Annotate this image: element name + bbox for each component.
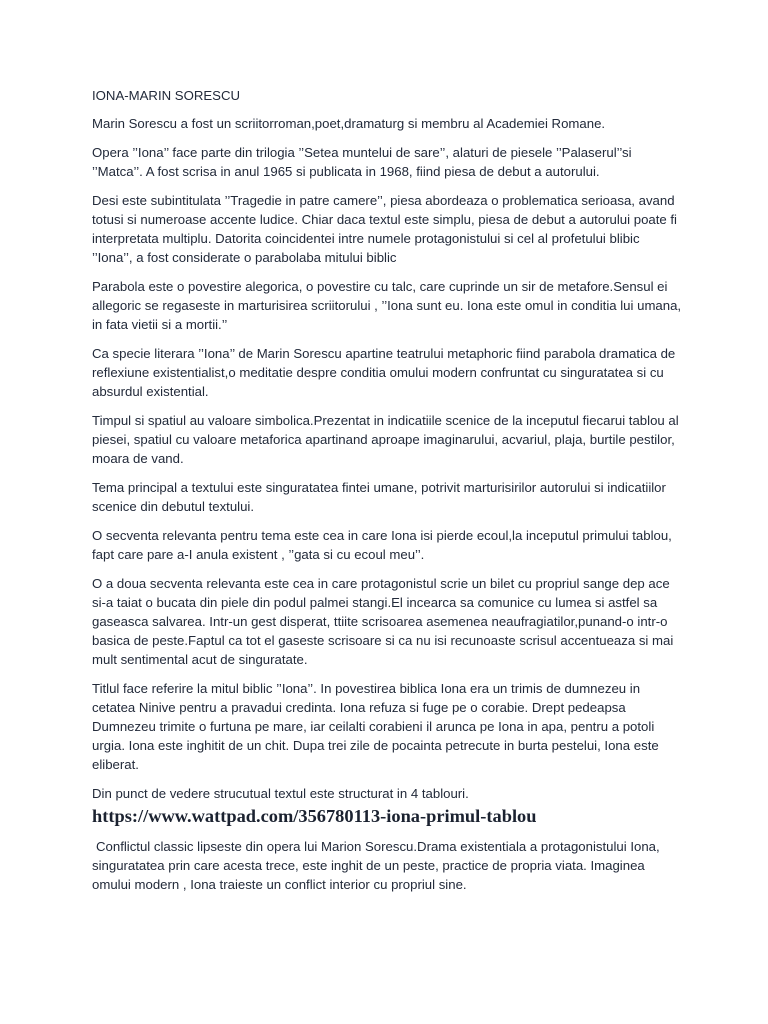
document-title: IONA-MARIN SORESCU [92,88,241,103]
paragraph-second-sequence: O a doua secventa relevanta este cea in care protagonistul scrie un bilet cu propriul sange dep ace si-a taiat o bucata din piele din podul palmei stangi.El incearca sa comunice cu lumea si astfel sa gaseasca salvarea. Intr-un gest disperat, ttiite scrisoarea asemenea neaufragiatilor,punand-o intr-o basica de peste.Faptul ca tot el gaseste scrisoare si ca nu isi recunoaste scrisul accentueaza si mai mult sentimental acut de singuratate. [92,576,674,667]
paragraph-parable: Parabola este o povestire alegorica, o povestire cu talc, care cuprinde un sir de metafore.Sensul ei allegoric se regaseste in marturisirea scriitorului , ’’Iona sunt eu. Iona este omul in conditia lui umana, in fata vietii si a mortii.’’ [92,279,682,332]
wattpad-link[interactable]: https://www.wattpad.com/356780113-iona-primul-tablou [92,806,537,826]
paragraph-first-sequence: O secventa relevanta pentru tema este cea in care Iona isi pierde ecoul,la inceputul primului tablou, fapt care pare a-I anula existent , ’’gata si cu ecoul meu’’. [92,528,672,562]
paragraph-intro: Marin Sorescu a fost un scriitorroman,poet,dramaturg si membru al Academiei Romane. [92,116,606,131]
paragraph-time-space: Timpul si spatiul au valoare simbolica.Prezentat in indicatiile scenice de la inceputul fiecarui tablou al piesei, spatiul cu valoare metaforica apartinand aproape imaginarului, acvariul, plaja, burtile pestilor, moara de vand. [92,413,679,466]
paragraph-trilogy: Opera ’’Iona’’ face parte din trilogia ’’Setea muntelui de sare’’, alaturi de piesele ’’Palaserul’’si ’’Matca’’. A fost scrisa in anul 1965 si publicata in 1968, fiind piesa de debut a autorului. [92,145,632,179]
paragraph-literary-species: Ca specie literara ’’Iona’’ de Marin Sorescu apartine teatrului metaphoric fiind parabola dramatica de reflexiune existentialist,o meditatie despre conditia omului modern confruntat cu singuratatea si cu absurdul existential. [92,346,676,399]
document-page [92,86,682,904]
paragraph-theme: Tema principal a textului este singuratatea fintei umane, potrivit marturisirilor autorului si indicatiilor scenice din debutul textului. [92,480,666,514]
paragraph-subtitle: Desi este subintitulata ’’Tragedie in patre camere’’, piesa abordeaza o problematica serioasa, avand totusi si numeroase accente ludice. Chiar daca textul este simplu, piesa de debut a autorului poate fi interpretata multiplu. Datorita coincidentei intre numele protagonistului si cel al profetului blibic ’’Iona’’, a fost considerate o parabolaba mitului biblic [92,193,677,265]
paragraph-structure: Din punct de vedere strucutual textul este structurat in 4 tablouri. [92,786,469,801]
paragraph-title-meaning: Titlul face referire la mitul biblic ’’Iona’’. In povestirea biblica Iona era un trimis de dumnezeu in cetatea Ninive pentru a pravadui credinta. Iona refuza si fuge pe o corabie. Drept pedeapsa Dumnezeu trimite o furtuna pe mare, iar ceilalti corabieni il arunca pe Iona in apa, pentru a potoli urgia. Iona este inghitit de un chit. Dupa trei zile de pocainta petrecute in burta pestelui, Iona este eliberat. [92,681,659,772]
paragraph-conflict: Conflictul classic lipseste din opera lui Marion Sorescu.Drama existentiala a protagonistului Iona, singuratatea prin care acesta trece, este inghit de un peste, practice de propria viata. Imaginea omului modern , Iona traieste un conflict interior cu propriul sine. [92,839,660,892]
